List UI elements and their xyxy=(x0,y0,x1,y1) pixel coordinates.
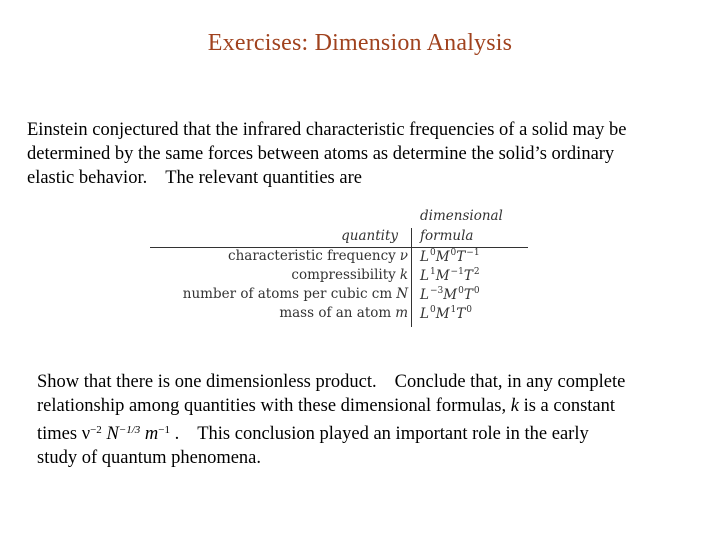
formula-base: M xyxy=(443,287,458,303)
formula-base: T xyxy=(456,306,466,322)
quantity-symbol: N xyxy=(396,286,408,302)
conclusion-text: relationship among quantities with these dimensional formulas, xyxy=(37,396,507,416)
conclusion-line xyxy=(37,394,697,418)
header-dimensional: dimensional xyxy=(420,208,503,224)
formula-base: L xyxy=(420,306,429,322)
conclusion-text: . xyxy=(174,424,180,444)
header-quantity: quantity xyxy=(341,228,398,244)
page-title: Exercises: Dimension Analysis xyxy=(207,30,513,56)
formula-cell xyxy=(420,248,480,265)
quantity-cell xyxy=(279,305,408,321)
symbol-k: k xyxy=(510,396,519,416)
quantity-name: mass of an atom xyxy=(279,305,392,321)
quantity-cell xyxy=(291,267,408,283)
formula-base: T xyxy=(463,268,473,284)
intro-paragraph xyxy=(27,118,697,190)
symbol-nu: ν xyxy=(81,424,91,444)
formula-exponent: 0 xyxy=(429,248,436,258)
formula-base: M xyxy=(435,249,450,265)
symbol-m: m xyxy=(144,424,159,444)
formula-cell xyxy=(420,267,480,284)
table-row xyxy=(150,286,530,306)
formula-base: T xyxy=(463,287,473,303)
formula-exponent: 0 xyxy=(429,305,436,315)
quantities-table xyxy=(150,205,530,329)
intro-text: elastic behavior. xyxy=(27,168,148,188)
formula-exponent: 0 xyxy=(450,248,457,258)
formula-base: L xyxy=(420,249,429,265)
formula-exponent: 0 xyxy=(473,286,480,296)
formula-exponent: −3 xyxy=(429,286,444,296)
table-row xyxy=(150,305,530,325)
formula-exponent: −1 xyxy=(450,267,464,277)
conclusion-line: study of quantum phenomena. xyxy=(37,448,262,468)
exponent: −1 xyxy=(158,424,170,436)
formula-base: T xyxy=(456,249,466,265)
header-formula: formula xyxy=(420,228,474,244)
conclusion-line xyxy=(37,370,697,394)
quantity-symbol: m xyxy=(395,305,408,321)
formula-cell xyxy=(420,305,472,322)
table-row xyxy=(150,267,530,287)
conclusion-text: This conclusion played an important role in the early xyxy=(197,424,589,444)
formula-exponent: 2 xyxy=(473,267,480,277)
conclusion-text: Conclude that, in any complete xyxy=(394,372,626,392)
quantity-name: number of atoms per cubic cm xyxy=(182,286,393,302)
formula-base: L xyxy=(420,268,429,284)
conclusion-line xyxy=(37,418,697,446)
formula-exponent: 0 xyxy=(466,305,473,315)
formula-base: M xyxy=(435,306,450,322)
formula-exponent: 0 xyxy=(458,286,464,296)
exponent: −2 xyxy=(90,424,102,436)
intro-line: Einstein conjectured that the infrared characteristic frequencies of a solid may be xyxy=(27,120,627,140)
quantity-name: compressibility xyxy=(291,267,396,283)
intro-text: The relevant quantities are xyxy=(165,168,362,188)
symbol-N: N xyxy=(106,424,119,444)
formula-exponent: 1 xyxy=(450,305,457,315)
quantity-cell xyxy=(228,248,408,264)
formula-exponent: 1 xyxy=(429,267,436,277)
quantity-name: characteristic frequency xyxy=(228,248,396,264)
quantity-symbol: ν xyxy=(399,248,408,264)
formula-base: L xyxy=(420,287,429,303)
conclusion-text: is a constant xyxy=(523,396,616,416)
conclusion-text: times xyxy=(37,424,78,444)
intro-line: determined by the same forces between atoms as determine the solid’s ordinary xyxy=(27,144,615,164)
intro-line xyxy=(27,166,697,190)
formula-base: M xyxy=(435,268,450,284)
quantity-cell xyxy=(183,286,408,302)
exponent: −1/3 xyxy=(118,424,141,436)
formula-cell xyxy=(420,286,480,303)
table-row xyxy=(150,248,530,268)
quantity-symbol: k xyxy=(399,267,408,283)
formula-exponent: −1 xyxy=(466,248,480,258)
conclusion-text: Show that there is one dimensionless product. xyxy=(37,372,377,392)
conclusion-paragraph xyxy=(37,370,697,470)
